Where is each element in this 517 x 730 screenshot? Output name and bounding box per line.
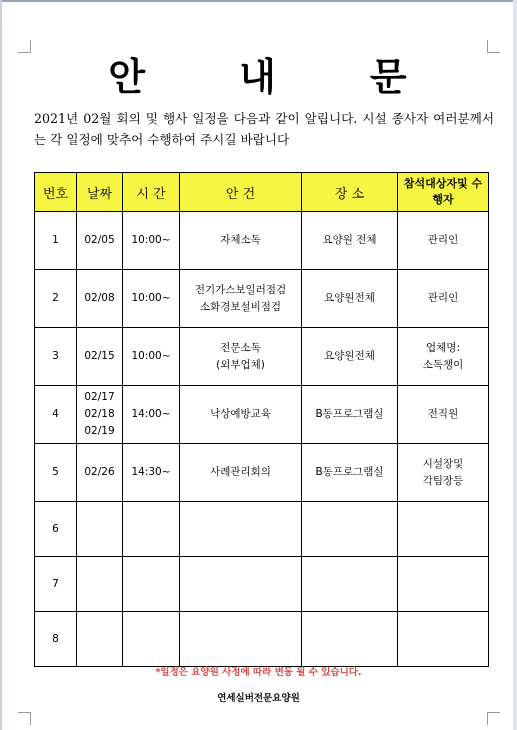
cell-place: 요양원전체 — [302, 270, 398, 328]
cell-attendee-line: 각팀장등 — [422, 474, 464, 487]
cell-agenda — [180, 386, 302, 444]
cell-place — [302, 502, 398, 557]
cell-number: 5 — [35, 444, 77, 502]
cell-agenda — [180, 444, 302, 502]
header-date: 날짜 — [77, 173, 123, 212]
cell-attendee — [398, 502, 489, 557]
document-title — [0, 46, 517, 101]
cell-date — [77, 444, 123, 502]
cell-agenda — [180, 270, 302, 328]
cell-agenda-line: 전문소독 — [220, 341, 261, 354]
cell-date-line: 02/08 — [84, 292, 115, 304]
cell-date — [77, 270, 123, 328]
cell-attendee — [398, 328, 489, 386]
header-agenda: 안 건 — [180, 173, 302, 212]
cell-agenda — [180, 328, 302, 386]
header-attendees: 참석대상자및 수행자 — [398, 173, 489, 212]
cell-date-line: 02/15 — [84, 350, 115, 362]
title-char: 내 — [239, 54, 278, 99]
schedule-body — [35, 212, 489, 667]
schedule-change-note: *일정은 요양원 사정에 따라 변동 될 수 있습니다. — [155, 667, 362, 678]
window-top-edge — [0, 0, 517, 2]
cell-attendee-line: 업체명: — [426, 341, 460, 354]
cell-time — [123, 557, 180, 612]
table-row — [35, 328, 489, 386]
header-time: 시 간 — [123, 173, 180, 212]
cell-date-line: 02/26 — [84, 466, 115, 478]
cell-attendee — [398, 270, 489, 328]
cell-number: 4 — [35, 386, 77, 444]
cell-time — [123, 502, 180, 557]
cell-attendee — [398, 386, 489, 444]
margin-corner-mark — [18, 712, 31, 725]
cell-agenda-line: 소화경보설비점검 — [199, 300, 282, 313]
cell-agenda — [180, 212, 302, 270]
cell-attendee — [398, 212, 489, 270]
cell-attendee-line: 전직원 — [427, 408, 459, 420]
cell-date-line: 02/18 — [84, 408, 115, 420]
cell-time: 14:30~ — [123, 444, 180, 502]
header-number: 번호 — [35, 173, 77, 212]
cell-date — [77, 328, 123, 386]
window-left-edge — [0, 0, 2, 730]
cell-number: 3 — [35, 328, 77, 386]
cell-place: 요양원전체 — [302, 328, 398, 386]
table-row — [35, 212, 489, 270]
cell-number: 6 — [35, 502, 77, 557]
cell-number: 2 — [35, 270, 77, 328]
scrollbar-track[interactable] — [513, 0, 517, 730]
cell-date-line: 02/19 — [84, 425, 115, 437]
schedule-table — [34, 172, 489, 667]
title-char: 문 — [369, 54, 409, 99]
cell-date — [77, 386, 123, 444]
organization-name: 연세실버전문요양원 — [217, 693, 300, 704]
cell-number: 7 — [35, 557, 77, 612]
table-row — [35, 557, 489, 612]
cell-agenda-line: 자체소독 — [220, 234, 261, 246]
table-row — [35, 386, 489, 444]
cell-place — [302, 612, 398, 667]
cell-time: 10:00~ — [123, 270, 180, 328]
cell-attendee — [398, 444, 489, 502]
cell-date — [77, 502, 123, 557]
cell-attendee-line: 관리인 — [427, 292, 459, 304]
cell-place: B동프로그램실 — [302, 386, 398, 444]
cell-agenda-line: 사례관리회의 — [210, 466, 271, 478]
cell-place: 요양원 전체 — [302, 212, 398, 270]
cell-agenda — [180, 612, 302, 667]
title-char: 안 — [108, 54, 148, 99]
cell-attendee-line: 관리인 — [427, 234, 459, 246]
cell-time — [123, 612, 180, 667]
table-row — [35, 502, 489, 557]
cell-attendee — [398, 612, 489, 667]
cell-number: 8 — [35, 612, 77, 667]
cell-agenda-line: 낙상예방교육 — [210, 408, 271, 420]
cell-date — [77, 557, 123, 612]
intro-paragraph: 2021년 02월 회의 및 행사 일정을 다음과 같이 알립니다. 시설 종사자 여러분께서는 각 일정에 맞추어 수행하여 주시길 바랍니다 — [34, 111, 494, 147]
cell-attendee-line: 시설장및 — [422, 457, 464, 470]
cell-attendee-line: 소독챙이 — [422, 358, 464, 371]
margin-corner-mark — [487, 712, 500, 725]
cell-date-line: 02/05 — [84, 234, 115, 246]
cell-agenda — [180, 557, 302, 612]
cell-attendee — [398, 557, 489, 612]
cell-agenda-line: 전기가스보일러점검 — [194, 283, 287, 296]
table-row — [35, 444, 489, 502]
cell-place — [302, 557, 398, 612]
cell-date — [77, 212, 123, 270]
cell-place: B동프로그램실 — [302, 444, 398, 502]
cell-time: 10:00~ — [123, 212, 180, 270]
cell-agenda — [180, 502, 302, 557]
header-place: 장 소 — [302, 173, 398, 212]
table-row — [35, 612, 489, 667]
cell-date — [77, 612, 123, 667]
cell-time: 10:00~ — [123, 328, 180, 386]
cell-time: 14:00~ — [123, 386, 180, 444]
table-row — [35, 270, 489, 328]
cell-number: 1 — [35, 212, 77, 270]
table-header-row — [35, 173, 489, 212]
cell-agenda-line: (외부업체) — [216, 358, 265, 371]
cell-date-line: 02/17 — [84, 391, 115, 403]
